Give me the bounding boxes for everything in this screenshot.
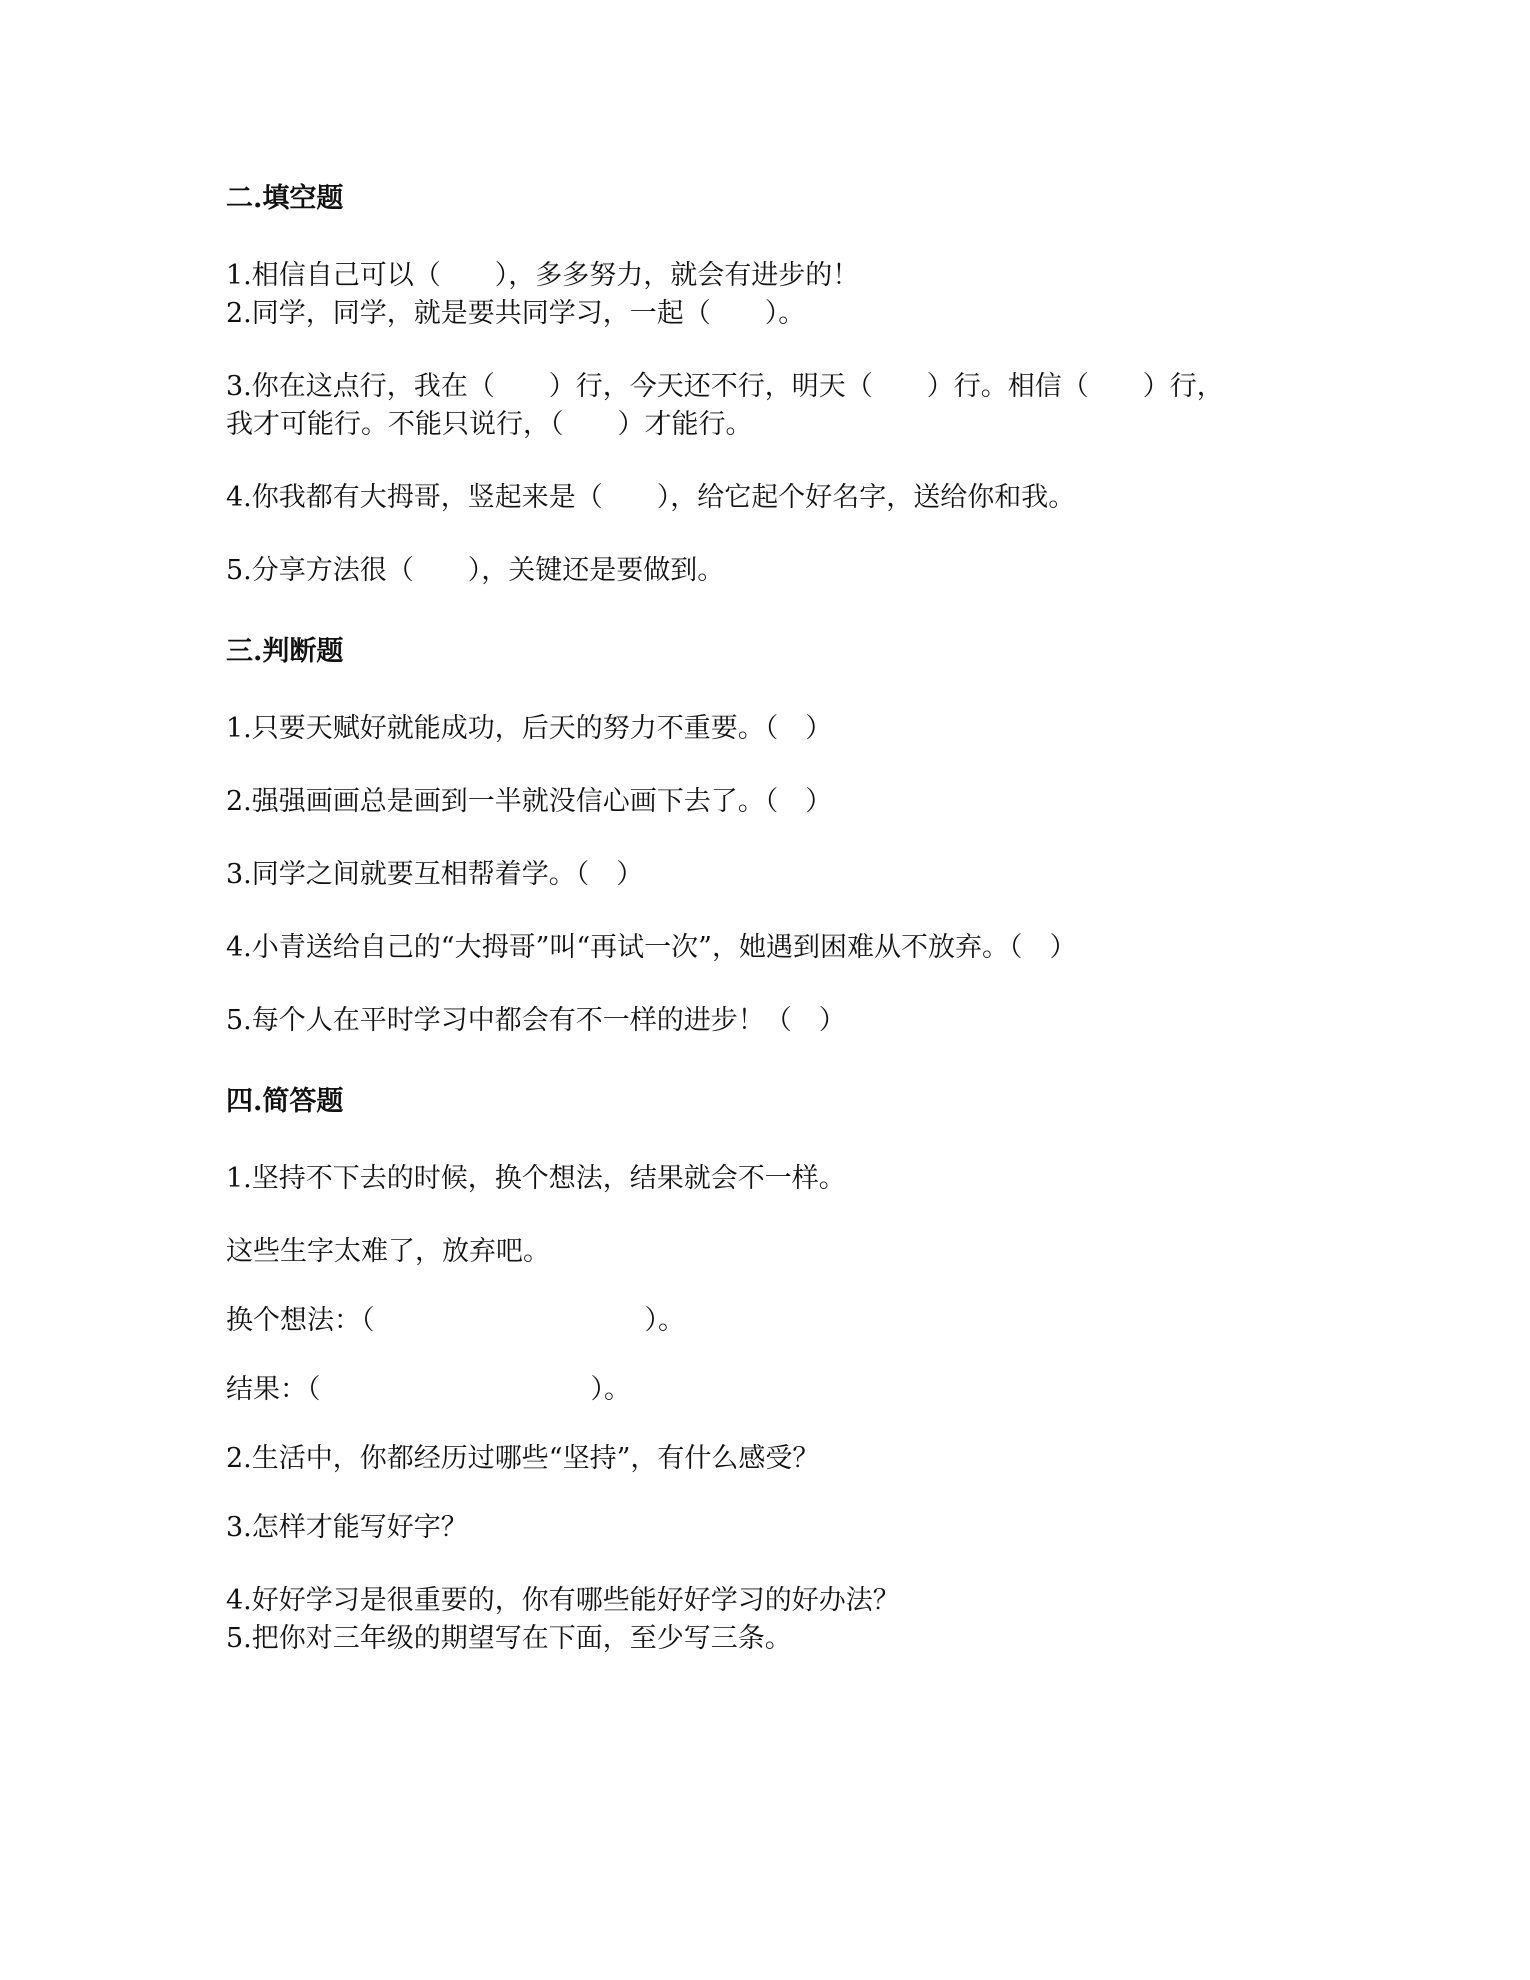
true-false-question-5: 5.每个人在平时学习中都会有不一样的进步！（ ） <box>226 1005 846 1036</box>
short-answer-question-4: 4.好好学习是很重要的，你有哪些能好好学习的好办法？ <box>226 1585 900 1616</box>
short-answer-question-2: 2.生活中，你都经历过哪些“坚持”，有什么感受？ <box>226 1443 820 1474</box>
true-false-question-4: 4.小青送给自己的“大拇哥”叫“再试一次”，她遇到困难从不放弃。（ ） <box>226 932 1077 963</box>
short-answer-question-1-result: 结果：（ ）。 <box>226 1374 631 1405</box>
fill-blank-question-2: 2.同学，同学，就是要共同学习，一起（ ）。 <box>226 298 806 329</box>
fill-blank-question-3-line-2: 我才可能行。不能只说行，（ ）才能行。 <box>226 409 753 440</box>
short-answer-question-1: 1.坚持不下去的时候，换个想法，结果就会不一样。 <box>226 1163 846 1194</box>
true-false-question-1: 1.只要天赋好就能成功，后天的努力不重要。（ ） <box>226 713 833 744</box>
short-answer-question-1-example: 这些生字太难了，放弃吧。 <box>226 1236 550 1267</box>
true-false-question-3: 3.同学之间就要互相帮着学。（ ） <box>226 859 644 890</box>
true-false-question-2: 2.强强画画总是画到一半就没信心画下去了。（ ） <box>226 786 833 817</box>
fill-blank-question-4: 4.你我都有大拇哥，竖起来是（ ），给它起个好名字，送给你和我。 <box>226 482 1076 513</box>
short-answer-question-1-change-thought: 换个想法：（ ）。 <box>226 1305 685 1336</box>
short-answer-question-3: 3.怎样才能写好字？ <box>226 1512 468 1543</box>
fill-blank-question-5: 5.分享方法很（ ），关键还是要做到。 <box>226 555 725 586</box>
section-heading-true-false: 三.判断题 <box>226 636 344 667</box>
section-heading-short-answer: 四.简答题 <box>226 1086 344 1117</box>
fill-blank-question-3-line-1: 3.你在这点行，我在（ ）行，今天还不行，明天（ ）行。相信（ ）行， <box>226 371 1224 402</box>
section-heading-fill-blank: 二.填空题 <box>226 183 344 214</box>
fill-blank-question-1: 1.相信自己可以（ ），多多努力，就会有进步的！ <box>226 260 860 291</box>
short-answer-question-5: 5.把你对三年级的期望写在下面，至少写三条。 <box>226 1623 792 1654</box>
